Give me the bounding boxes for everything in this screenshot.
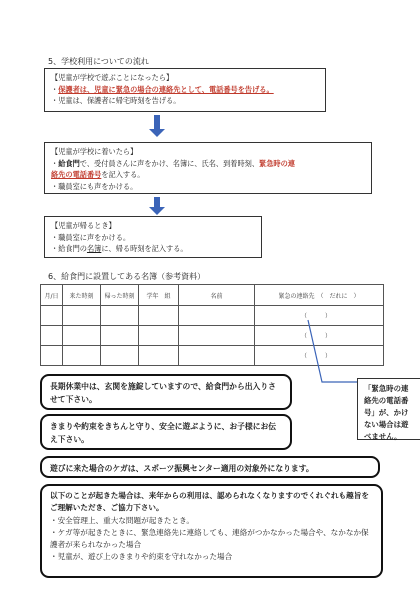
arrow-down-icon xyxy=(152,115,162,137)
bullet: ・ xyxy=(51,158,59,168)
contact-cell: （ ） xyxy=(255,346,384,366)
flow-box-arrive-line2 xyxy=(51,169,365,181)
section6-title: 6、給食門に設置してある名簿（参考資料） xyxy=(48,272,206,281)
flow-box-play-line1 xyxy=(51,84,319,96)
flow-box-leave xyxy=(44,216,262,258)
notice-conditions-title: 以下のことが起きた場合は、来年からの利用は、認められなくなりますのでくれぐれも趣旨をご理解いただき、ご協力下さい。 xyxy=(50,491,369,512)
emergency-phone-text: 絡先の電話番号 xyxy=(51,170,102,179)
flow-box-play-line2: ・児童は、保護者に帰宅時刻を告げる。 xyxy=(51,96,181,105)
col-name: 名前 xyxy=(179,285,255,306)
notice-entrance: 長期休業中は、玄関を施錠していますので、給食門から出入りさせて下さい。 xyxy=(40,374,292,410)
notice-conditions xyxy=(40,484,383,578)
col-contact: 緊急の連絡先 （ だれに ） xyxy=(255,285,384,306)
contact-cell: （ ） xyxy=(255,306,384,326)
flow-box-play-heading: 【児童が学校で遊ぶことになったら】 xyxy=(51,73,174,82)
notice-conditions-item: ・ケガ等が起きたときに、緊急連絡先に連絡しても、連絡がつかなかった場合や、なかなか保護者が来られなかった場合 xyxy=(50,528,369,549)
flow-box-leave-line2 xyxy=(51,243,255,255)
col-arrival: 来た時刻 xyxy=(63,285,101,306)
notice-conditions-item: ・児童が、遊び上のきまりや約束を守れなかった場合 xyxy=(50,552,233,561)
arrive-instruction: で、受付員さんに声をかけ、名簿に、氏名、到着時刻、 xyxy=(79,158,260,168)
flow-box-leave-line1: ・職員室に声をかける。 xyxy=(51,232,131,242)
flow-box-play xyxy=(44,68,326,112)
emergency-contact-text: 緊急時の連 xyxy=(259,158,295,168)
roster-text: 名簿 xyxy=(86,244,102,253)
col-departure: 帰った時刻 xyxy=(101,285,139,306)
col-date: 月/日 xyxy=(41,285,63,306)
bullet: ・ xyxy=(51,84,59,94)
notice-rules: きまりや約束をきちんと守り、安全に遊ぶように、お子様にお伝え下さい。 xyxy=(40,414,292,450)
flow-box-arrive-heading: 【児童が学校に着いたら】 xyxy=(51,147,138,156)
flow-box-arrive xyxy=(44,142,372,194)
arrow-down-icon xyxy=(152,197,162,215)
section5-title: 5、学校利用についての流れ xyxy=(48,57,149,66)
callout-note: 「緊急時の連絡先の電話番号」が、かけない場合は遊べません。 xyxy=(357,378,420,440)
flow-box-arrive-line3: ・職員室にも声をかける。 xyxy=(51,181,138,191)
roster-header-row xyxy=(41,285,384,306)
parent-phone-instruction: 保護者は、児童に緊急の場合の連絡先として、電話番号を告げる。 xyxy=(58,84,274,94)
leave-instruction: ・給食門の xyxy=(51,244,87,253)
flow-box-leave-heading: 【児童が帰るとき】 xyxy=(51,221,116,230)
notice-conditions-item: ・安全管理上、重大な問題が起きたとき。 xyxy=(50,516,194,525)
record-instruction: を記入する。 xyxy=(101,170,145,179)
flow-box-arrive-line1 xyxy=(51,158,365,170)
notice-injury: 遊びに来た場合のケガは、スポーツ振興センター適用の対象外になります。 xyxy=(40,456,380,478)
lunch-gate-text: 給食門 xyxy=(58,158,80,168)
col-class: 学年 組 xyxy=(139,285,179,306)
contact-cell: （ ） xyxy=(255,326,384,346)
leave-instruction-end: に、帰る時刻を記入する。 xyxy=(101,244,188,253)
